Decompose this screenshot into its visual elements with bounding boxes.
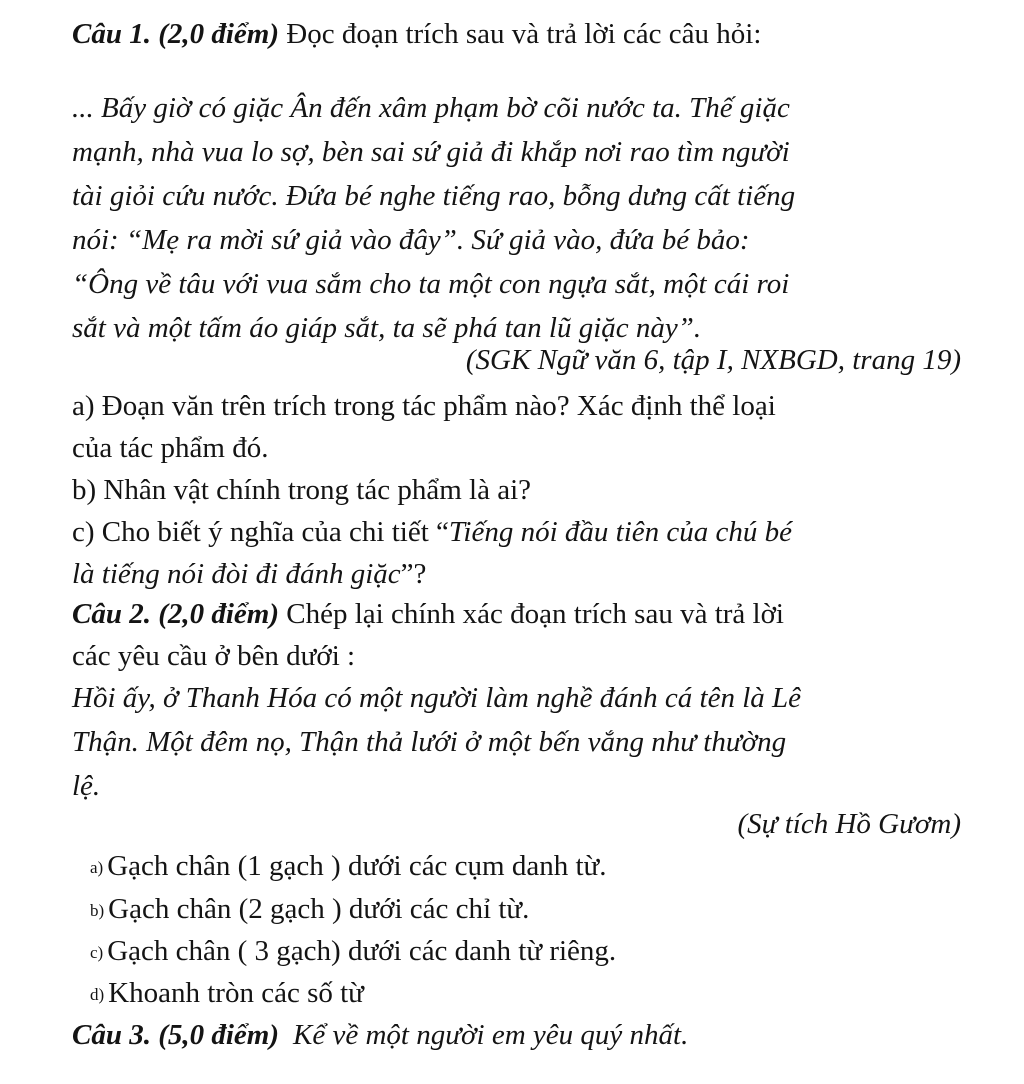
q2-passage-line: lệ. [72, 770, 101, 802]
q2-task-label: d) [90, 985, 105, 1004]
q2-task-b [90, 895, 529, 924]
q2-task-d [90, 979, 364, 1008]
q1-c-suffix: ”? [400, 558, 427, 590]
q1-source: (SGK Ngữ văn 6, tập I, NXBGD, trang 19) [465, 344, 961, 376]
q2-passage-line: Thận. Một đêm nọ, Thận thả lưới ở một bến vắng như thường [72, 726, 787, 758]
q1-question-c [72, 518, 792, 547]
q1-passage-line: nói: “Mẹ ra mời sứ giả vào đây”. Sứ giả vào, đứa bé bảo: [72, 224, 750, 256]
q2-task-label: c) [90, 943, 104, 962]
q1-passage-line: sắt và một tấm áo giáp sắt, ta sẽ phá tan lũ giặc này”. [72, 312, 702, 344]
q2-prompt-cont: các yêu cầu ở bên dưới : [72, 640, 356, 672]
q1-question-a: a) Đoạn văn trên trích trong tác phẩm nào? Xác định thể loại [72, 390, 776, 422]
q2-task-text: Gạch chân (1 gạch ) dưới các cụm danh từ. [107, 850, 607, 882]
q2-source: (Sự tích Hồ Gươm) [737, 808, 961, 840]
q3-prompt: Kể về một người em yêu quý nhất. [293, 1019, 689, 1051]
q1-question-c-cont [72, 560, 426, 589]
q1-question-b: b) Nhân vật chính trong tác phẩm là ai? [72, 474, 532, 506]
q1-c-italic: Tiếng nói đầu tiên của chú bé [448, 516, 792, 548]
q2-task-c [90, 937, 616, 966]
q2-passage-line: Hồi ấy, ở Thanh Hóa có một người làm nghề đánh cá tên là Lê [72, 682, 802, 714]
q1-c-italic-cont: là tiếng nói đòi đi đánh giặc [72, 558, 401, 590]
q2-task-text: Khoanh tròn các số từ [108, 977, 364, 1009]
q2-task-text: Gạch chân (2 gạch ) dưới các chỉ từ. [108, 893, 530, 925]
q2-task-label: a) [90, 858, 104, 877]
q1-passage-line: “Ông về tâu với vua sắm cho ta một con ngựa sắt, một cái roi [72, 268, 790, 300]
q1-heading: Câu 1. (2,0 điểm) [72, 18, 280, 50]
q3-heading: Câu 3. (5,0 điểm) [72, 1019, 280, 1051]
q1-passage-line: mạnh, nhà vua lo sợ, bèn sai sứ giả đi khắp nơi rao tìm người [72, 136, 790, 168]
q2-prompt: Chép lại chính xác đoạn trích sau và trả lời [279, 598, 784, 630]
q2-heading-line [72, 600, 784, 629]
q1-question-a-cont: của tác phẩm đó. [72, 432, 269, 464]
q1-passage-line: tài giỏi cứu nước. Đứa bé nghe tiếng rao, bỗng dưng cất tiếng [72, 180, 796, 212]
q2-task-text: Gạch chân ( 3 gạch) dưới các danh từ riêng. [107, 935, 617, 967]
q1-passage-line: ... Bấy giờ có giặc Ân đến xâm phạm bờ cõi nước ta. Thế giặc [72, 92, 790, 124]
q3-heading-line [72, 1021, 688, 1050]
q1-heading-line [72, 20, 761, 49]
q2-task-label: b) [90, 901, 105, 920]
q1-prompt: Đọc đoạn trích sau và trả lời các câu hỏi: [279, 18, 762, 50]
q2-heading: Câu 2. (2,0 điểm) [72, 598, 280, 630]
q1-c-prefix: c) Cho biết ý nghĩa của chi tiết “ [72, 516, 449, 548]
q2-task-a [90, 852, 607, 881]
